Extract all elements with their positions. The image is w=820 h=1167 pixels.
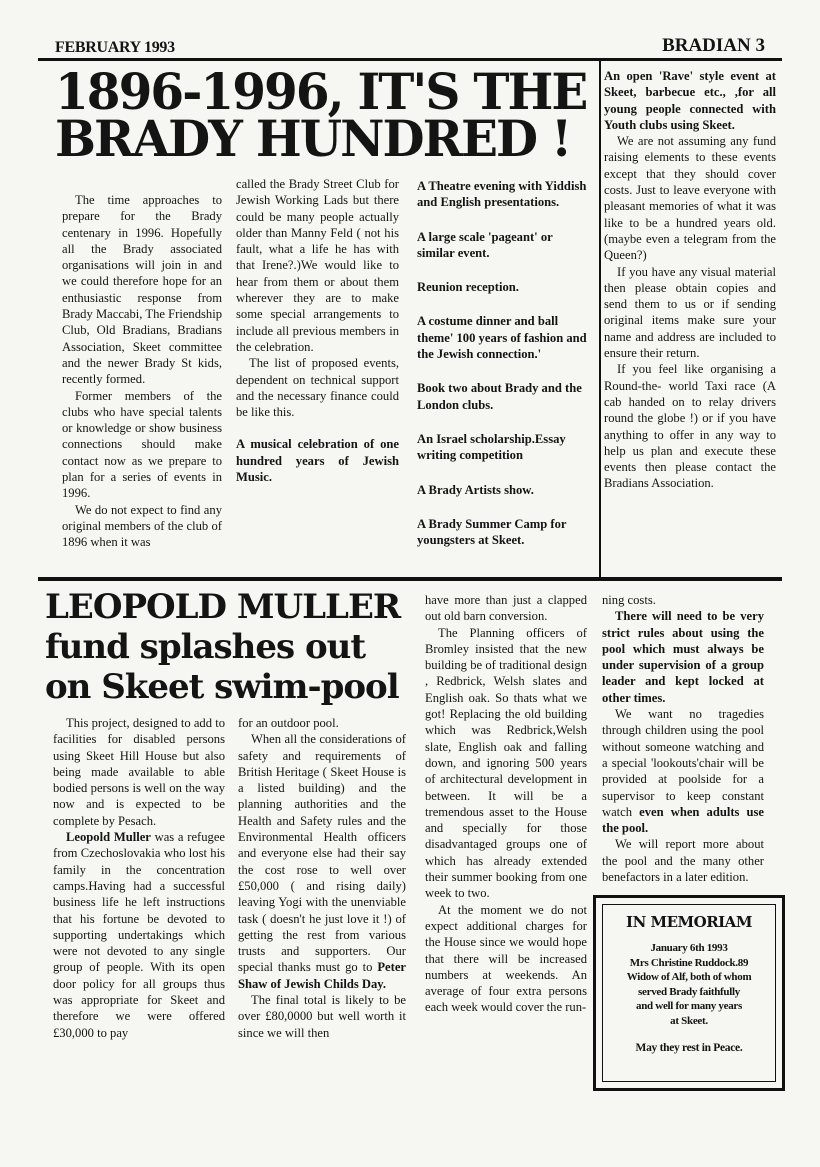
thanks-peter-shaw: Peter Shaw of Jewish Childs Day.	[238, 960, 406, 991]
section-rule	[38, 577, 782, 581]
headline-line-1: LEOPOLD MULLER	[45, 587, 401, 627]
memoriam-closing: May they rest in Peace.	[635, 1042, 743, 1054]
headline-line-2: fund splashes out	[45, 627, 366, 667]
paragraph: This project, designed to add to facilities for disabled persons using Skeet Hill House but also being made available to able bodied persons is well on the way now and is expected to be complete by Pesach.	[53, 716, 225, 828]
paragraph: The Planning officers of Bromley insisted that the new building be of traditional design , Redbrick, Welsh slates and English oak. So thats what we got! Replacing the old building which was Redbrick,Welsh slate, English oak and falling down, and ignoring 500 years of architectural development in between. It will be a tremendous asset to the House and specially for those disadvantaged groups one of which has already extended their summer booking from one week to two.	[425, 625, 587, 901]
paragraph: If you have any visual material then please obtain copies and send them to us or if sending original items make sure your name and address are included to ensure their return.	[604, 264, 776, 361]
name-leopold-muller: Leopold Muller	[66, 830, 151, 845]
memoriam-line: and well for many years	[636, 1000, 742, 1012]
article2-column-4	[602, 592, 764, 885]
event-item: Book two about Brady and the London clubs.	[417, 381, 582, 412]
article1-headline	[55, 62, 593, 168]
event-item: A Theatre evening with Yiddish and English presentations.	[417, 179, 587, 210]
memoriam-line: January 6th 1993	[650, 942, 728, 954]
headline-line-3: on Skeet swim-pool	[45, 667, 399, 707]
article2-column-2	[238, 715, 406, 1041]
article1-column-2	[236, 176, 399, 485]
paragraph: for an outdoor pool.	[238, 716, 339, 730]
issue-date: FEBRUARY 1993	[55, 39, 175, 56]
headline-line-1: 1896-1996, IT'S THE	[55, 62, 587, 121]
paragraph-text: was a refugee from Czechoslovakia who lost his family in the concentration camps.Having had a successful business life he left instructions that his fortune be devoted to supporting undertakings which were not devoted to any single group of people. With its open door policy for all groups thus was appropriate for Skeet and therefore we were offered £30,000 to pay	[53, 830, 225, 1040]
article2-column-1	[53, 715, 225, 1041]
top-rule	[38, 58, 782, 61]
memoriam-title: IN MEMORIAM	[626, 913, 752, 931]
paragraph: Former members of the clubs who have special talents or knowledge or show business connections should make contact now as we prepare to plan for a series of events in 1996.	[62, 388, 222, 501]
page-label: BRADIAN 3	[662, 35, 765, 56]
paragraph: We are not assuming any fund raising elements to these events except that they should cover costs. Just to leave everyone with pleasant memories of what it was like to be a hundred years old.(maybe even a telegram from the Queen?)	[604, 134, 776, 263]
paragraph: The final total is likely to be over £80,0000 but well worth it since we will then	[238, 993, 406, 1040]
event-musical-celebration: A musical celebration of one hundred years of Jewish Music.	[236, 437, 399, 485]
memoriam-line: Mrs Christine Ruddock.89	[629, 956, 749, 969]
headline-line-2: BRADY HUNDRED !	[55, 109, 571, 168]
paragraph: The list of proposed events, dependent on technical support and the necessary finance could be like this.	[236, 356, 399, 420]
memoriam-line: Widow of Alf, both of whom	[626, 971, 752, 983]
paragraph	[53, 829, 225, 1041]
event-item: An Israel scholarship.Essay writing competition	[417, 431, 566, 463]
paragraph: ning costs.	[602, 593, 656, 607]
event-item: A large scale 'pageant' or similar event.	[417, 229, 553, 260]
paragraph: At the moment we do not expect additional charges for the House since we would hope that there will be increased numbers at weekends. An average of four extra persons each week would cover the run-	[425, 902, 587, 1015]
memoriam-text	[603, 941, 775, 1028]
article2-column-3	[425, 592, 587, 1016]
article1-column-1	[62, 192, 222, 551]
event-rave: An open 'Rave' style event at Skeet, barbecue etc., ,for all young people connected with Youth clubs using Skeet.	[604, 69, 776, 132]
paragraph: have more than just a clapped out old barn conversion.	[425, 593, 587, 624]
paragraph: We do not expect to find any original members of the club of 1896 when it was	[62, 502, 222, 550]
event-item: Reunion reception.	[417, 280, 519, 295]
emphasis: even when adults use the pool.	[602, 804, 765, 836]
paragraph-text: We want no tragedies through children using the pool without someone watching and a special 'lookouts'chair will be provided at poolside for a supervisor to keep constant watch	[602, 707, 764, 819]
paragraph: We will report more about the pool and the many other benefactors in a later edition.	[602, 837, 764, 885]
event-item: A costume dinner and ball theme' 100 years of fashion and the Jewish connection.'	[417, 314, 587, 362]
event-item: A Brady Artists show.	[417, 482, 534, 497]
in-memoriam-box	[593, 895, 785, 1091]
article2-headline	[45, 587, 420, 707]
memoriam-line: served Brady faithfully	[638, 985, 740, 998]
paragraph: The time approaches to prepare for the Brady centenary in 1996. Hopefully all the Brady associated organisations will join in and we could therefore hope for an enthusiastic response from Brady Maccabi, The Friendship Club, Old Bradians, Bradians Association, Skeet committee and the newer Brady St kids, recently formed.	[62, 193, 222, 387]
paragraph: If you feel like organising a Round-the- world Taxi race (A cab handed on to relay drivers round the globe !) or if you have anything to offer in any way to help us plan and execute these events then please contact the Bradians Association.	[604, 362, 776, 491]
memoriam-line: at Skeet.	[670, 1014, 708, 1027]
events-list	[417, 178, 589, 566]
article1-column-4	[604, 68, 776, 492]
paragraph-text: When all the considerations of safety and requirements of British Heritage ( Skeet House is a listed building) and the planning authorities and the Health and Safety rules and the Environmental Health officers and everyone else had their say the cost rose to well over £50,000 ( and rising daily) leaving Yogi with the unenviable task ( doesn't he just love it !) of getting the rest from various trusts and supporters. Our special thanks must go to	[238, 732, 406, 975]
paragraph: called the Brady Street Club for Jewish Working Lads but there could be many people actually older than Manny Feld ( not his fault, what a life he has with that Irene?.)We would like to hear from them or about them wherever they are to make some special arrangements to include all previous members in the celebration.	[236, 177, 399, 354]
paragraph	[238, 731, 406, 992]
column-divider	[599, 60, 601, 577]
pool-rules: There will need to be very strict rules about using the pool which must always be under supervision of a group leader and kept locked at other times.	[602, 609, 764, 705]
in-memoriam-inner	[602, 904, 776, 1082]
event-item: A Brady Summer Camp for youngsters at Skeet.	[417, 516, 567, 548]
paragraph	[602, 706, 764, 836]
